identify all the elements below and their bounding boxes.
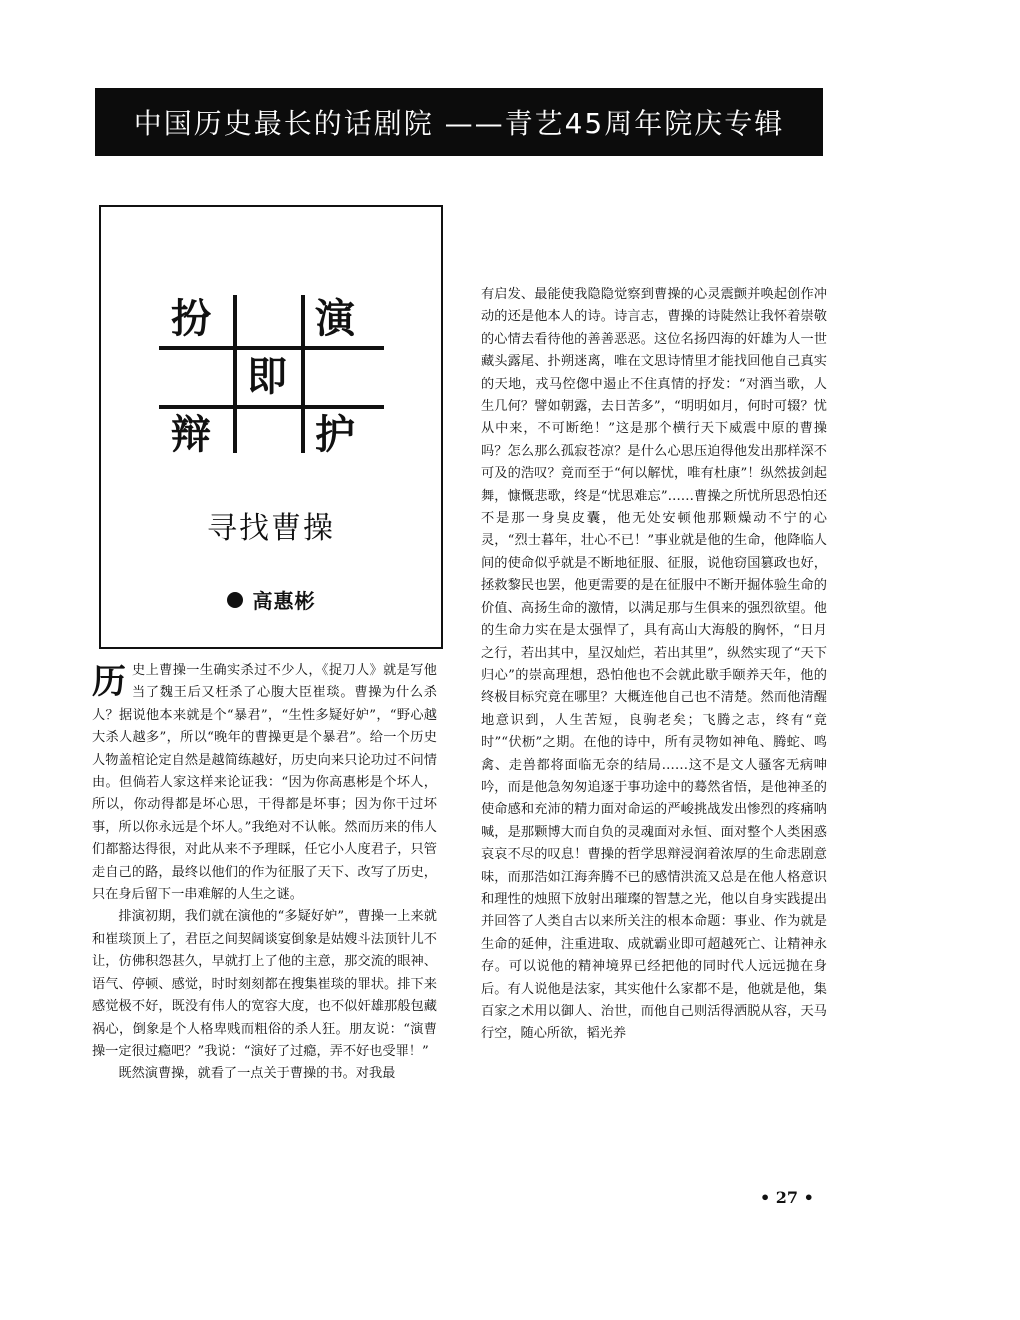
- paragraph: 既然演曹操，就看了一点关于曹操的书。对我最: [118, 1066, 396, 1082]
- paragraph: 排演初期，我们就在演他的“多疑好妒”，曹操一上来就和崔琰顶上了，君臣之间契阔谈宴倒象是姑嫂斗法顶针儿不让，仿佛积怨甚久，早就打上了他的主意，那交流的眼神、语气、停顿、感觉，时时刻刻都在搜集崔琰的罪状。排下来感觉极不好，既没有伟人的宽容大度，也不似奸雄那般包藏祸心，倒象是个人格卑贱而粗俗的杀人狂。朋友说：“演曹操一定很过瘾吧？”我说：“演好了过瘾，弄不好也受罪！”: [92, 909, 437, 1059]
- grid-char: 护: [315, 411, 355, 458]
- article-title: 寻找曹操: [207, 511, 335, 546]
- page-number: • 27 •: [760, 1188, 814, 1207]
- drop-cap: 历: [92, 662, 126, 702]
- header-banner: [95, 88, 823, 156]
- paragraph: 有启发、最能使我隐隐觉察到曹操的心灵震颤并唤起创作冲动的还是他本人的诗。诗言志，曹操的诗陡然让我怀着崇敬的心情去看待他的善善恶恶。这位名扬四海的奸雄为人一世藏头露尾、扑朔迷离，唯在文思诗情里才能找回他自己真实的天地，戎马倥偬中遏止不住真情的抒发：“对酒当歌，人生几何？譬如朝露，去日苦多”，“明明如月，何时可辍？忧从中来，不可断绝！”这是那个横行天下威震中原的曹操吗？怎么那么孤寂苍凉？是什么心思压迫得他发出那样深不可及的浩叹？竟而至于“何以解忧，唯有杜康”！纵然拔剑起舞，慷慨悲歌，终是“忧思难忘”……曹操之所忧所思恐怕还不是那一身臭皮囊，他无处安顿他那颗燥动不宁的心灵，“烈士暮年，壮心不已！”事业就是他的生命，他降临人间的使命似乎就是不断地征服、征服，说他窃国篡政也好，拯救黎民也罢，他更需要的是在征服中不断开掘体验生命的价值、高扬生命的激情，以满足那与生俱来的强烈欲望。他的生命力实在是太强悍了，具有高山大海般的胸怀，“日月之行，若出其中，星汉灿烂，若出其里”，纵然实现了“天下归心”的崇高理想，恐怕他也不会就此歇手颐养天年，他的终极目标究竟在哪里？大概连他自己也不清楚。然而他清醒地意识到，人生苦短，良驹老矣；飞腾之志，终有“竟时”“伏枥”之期。在他的诗中，所有灵物如神龟、腾蛇、鸣禽、走兽都将面临无奈的结局……这不是文人骚客无病呻吟，而是他急匆匆追逐于事功途中的蓦然省悟，是他神圣的使命感和充沛的精力面对命运的严峻挑战发出惨烈的疼痛呐喊，是那颗博大而自负的灵魂面对永恒、面对整个人类困惑哀哀不尽的叹息！曹操的哲学思辩浸润着浓厚的生命悲剧意味，而那浩如江海奔腾不已的感情洪流又总是在他人格意识和理性的烛照下放射出璀璨的智慧之光，他以自身实践提出并回答了人类自古以来所关注的根本命题：事业、作为就是生命的延伸，注重进取、成就霸业即可超越死亡、让精神永存。可以说他的精神境界已经把他的同时代人远远抛在身后。有人说他是法家，其实他什么家都不是，他就是他，集百家之术用以御人、治世，而他自己则活得洒脱从容，天马行空，随心所欲，韬光养: [481, 287, 827, 1042]
- grid-line: [159, 346, 384, 350]
- grid-char: 即: [247, 353, 287, 400]
- byline: [101, 585, 441, 614]
- paragraph: [92, 660, 437, 906]
- author-name: 高惠彬: [252, 589, 316, 613]
- grid-line: [233, 295, 237, 453]
- grid-char: 演: [315, 295, 355, 342]
- banner-title: 中国历史最长的话剧院 ——青艺45周年院庆专辑: [133, 107, 785, 140]
- right-column: [481, 284, 827, 1046]
- grid-line: [159, 405, 384, 409]
- grid-char: 辩: [171, 411, 211, 458]
- grid-char: 扮: [171, 295, 211, 342]
- left-column: [92, 660, 437, 1086]
- grid-line: [301, 295, 305, 453]
- paragraph-text: 史上曹操一生确实杀过不少人，《捉刀人》就是写他当了魏王后又枉杀了心腹大臣崔琰。曹操为什么杀人？据说他本来就是个“暴君”，“生性多疑好妒”，“野心越大杀人越多”，所以“晚年的曹操更是个暴君”。给一个历史人物盖棺论定自然是越简练越好，历史向来只论功过不问情由。但倘若人家这样来论证我：“因为你高惠彬是个坏人，所以，你动得都是坏心思，干得都是坏事；因为你干过坏事，所以你永远是个坏人。”我绝对不认帐。然而历来的伟人们都豁达得很，对此从来不予理睬，任它小人度君子，只管走自己的路，最终以他们的作为征服了天下、改写了历史，只在身后留下一串难解的人生之谜。: [92, 663, 437, 903]
- bullet-icon: [227, 592, 243, 608]
- title-block: [99, 205, 443, 649]
